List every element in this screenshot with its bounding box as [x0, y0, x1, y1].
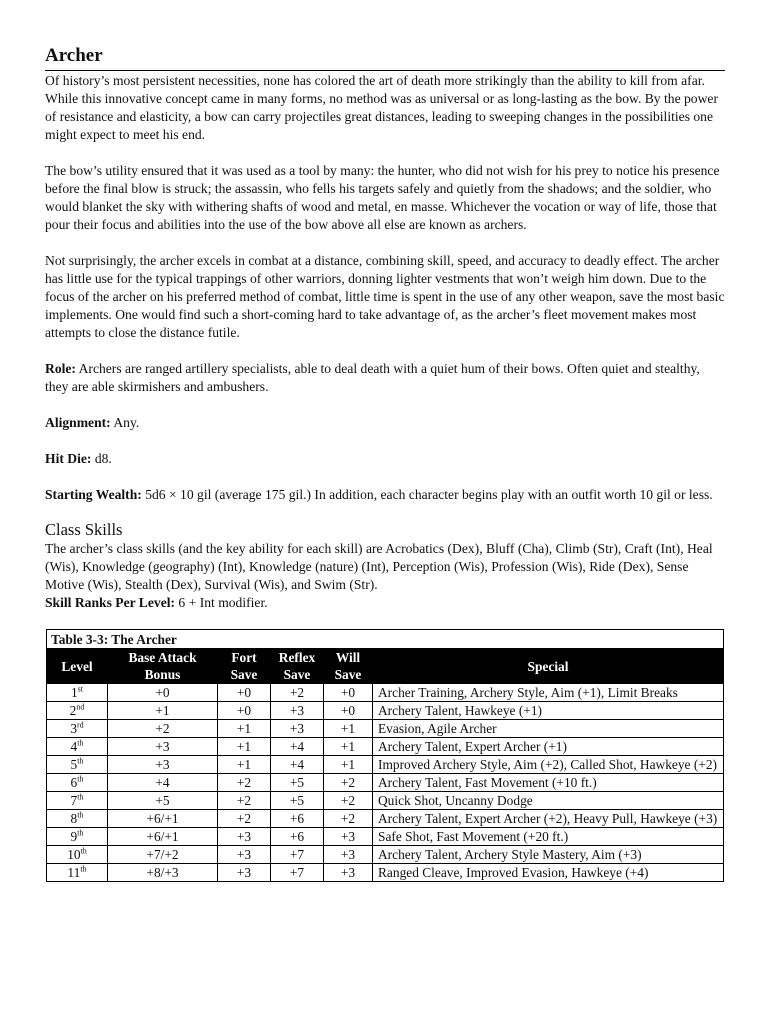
alignment-text: Any. [110, 415, 140, 430]
table-row [47, 864, 724, 882]
header-bab: Base Attack Bonus [108, 649, 218, 684]
fort-cell: +3 [218, 828, 271, 846]
level-number: 9 [70, 829, 78, 844]
header-fort: Fort Save [218, 649, 271, 684]
will-cell: +1 [324, 738, 373, 756]
bab-cell: +3 [108, 738, 218, 756]
page-title: Archer [45, 44, 725, 71]
level-cell [47, 846, 108, 864]
role-paragraph [45, 360, 725, 396]
class-skills-paragraph: The archer’s class skills (and the key ability for each skill) are Acrobatics (Dex), Bluff (Cha), Climb (Str), Craft (Int), Heal (Wis), Knowledge (geography) (Int), Knowledge (nature) (Int), Perception (Wis), Profession (Wis), Ride (Dex), Sense Motive (Wis), Stealth (Dex), Survival (Wis), and Swim (Str). [45, 541, 713, 592]
table-row [47, 756, 724, 774]
table-row [47, 738, 724, 756]
will-cell: +1 [324, 756, 373, 774]
level-number: 10 [67, 847, 81, 862]
reflex-cell: +7 [271, 846, 324, 864]
level-ordinal: th [80, 846, 87, 856]
table-row [47, 702, 724, 720]
bab-cell: +2 [108, 720, 218, 738]
table-row [47, 792, 724, 810]
will-cell: +3 [324, 864, 373, 882]
will-cell: +0 [324, 702, 373, 720]
document-page [45, 44, 725, 882]
alignment-paragraph [45, 414, 725, 432]
special-cell: Quick Shot, Uncanny Dodge [373, 792, 724, 810]
table-body [47, 684, 724, 882]
level-number: 7 [70, 793, 78, 808]
reflex-cell: +4 [271, 756, 324, 774]
special-cell: Ranged Cleave, Improved Evasion, Hawkeye (+4) [373, 864, 724, 882]
level-ordinal: th [80, 864, 87, 874]
level-ordinal: st [77, 684, 84, 694]
bab-cell: +6/+1 [108, 810, 218, 828]
reflex-cell: +7 [271, 864, 324, 882]
intro-paragraph-1: Of history’s most persistent necessities, none has colored the art of death more strikingly than the ability to kill from afar. While this innovative concept came in many forms, no method was as universal or as long-lasting as the bow. By the power of resistance and elasticity, a bow can carry projectiles great distances, leading to sweeping changes in the possibilities one might expect to meet his end. [45, 73, 718, 142]
level-cell [47, 792, 108, 810]
fort-cell: +1 [218, 756, 271, 774]
level-cell [47, 720, 108, 738]
will-cell: +3 [324, 846, 373, 864]
bab-cell: +6/+1 [108, 828, 218, 846]
level-ordinal: th [77, 738, 84, 748]
intro-paragraph-3: Not surprisingly, the archer excels in combat at a distance, combining skill, speed, and accuracy to deadly effect. The archer has little use for the typical trappings of other warriors, donning lighter vestments that won’t weigh him down. Due to the focus of the archer on his preferred method of combat, little time is spent in the use of any other weapon, save the most basic implements. One would find such a short-coming hard to take advantage of, as the archer’s fleet movement makes most attempts to close the distance futile. [45, 253, 725, 340]
table-row [47, 720, 724, 738]
table-row [47, 774, 724, 792]
table-row [47, 810, 724, 828]
level-cell [47, 702, 108, 720]
level-ordinal: th [77, 792, 84, 802]
table-row [47, 846, 724, 864]
fort-cell: +0 [218, 702, 271, 720]
alignment-label: Alignment: [45, 415, 111, 430]
special-cell: Safe Shot, Fast Movement (+20 ft.) [373, 828, 724, 846]
fort-cell: +2 [218, 792, 271, 810]
fort-cell: +0 [218, 684, 271, 702]
level-number: 8 [70, 811, 78, 826]
header-special: Special [373, 649, 724, 684]
archer-table [46, 629, 724, 882]
skill-ranks-paragraph [45, 594, 725, 612]
hit-die-text: d8. [91, 451, 112, 466]
level-number: 6 [70, 775, 78, 790]
bab-cell: +5 [108, 792, 218, 810]
header-will: Will Save [324, 649, 373, 684]
fort-cell: +3 [218, 864, 271, 882]
intro-paragraph-2: The bow’s utility ensured that it was used as a tool by many: the hunter, who did not wish for his prey to notice his presence before the final blow is struck; the assassin, who fells his targets safely and quietly from the shadows; and the soldier, who would blanket the sky with withering shafts of wood and metal, en masse. Whichever the vocation or way of life, those that pour their focus and abilities into the use of the bow above all else are known as archers. [45, 163, 720, 232]
special-cell: Archery Talent, Expert Archer (+1) [373, 738, 724, 756]
table-row [47, 828, 724, 846]
reflex-cell: +6 [271, 810, 324, 828]
level-number: 4 [70, 739, 78, 754]
class-skills-heading: Class Skills [45, 520, 123, 539]
reflex-cell: +5 [271, 792, 324, 810]
will-cell: +2 [324, 792, 373, 810]
level-number: 5 [70, 757, 78, 772]
role-label: Role: [45, 361, 76, 376]
fort-cell: +1 [218, 738, 271, 756]
will-cell: +0 [324, 684, 373, 702]
level-ordinal: th [77, 810, 84, 820]
wealth-paragraph [45, 486, 725, 504]
level-ordinal: th [77, 756, 84, 766]
reflex-cell: +3 [271, 702, 324, 720]
level-number: 11 [67, 865, 81, 880]
hit-die-paragraph [45, 450, 725, 468]
special-cell: Archery Talent, Expert Archer (+2), Heavy Pull, Hawkeye (+3) [373, 810, 724, 828]
bab-cell: +0 [108, 684, 218, 702]
wealth-label: Starting Wealth: [45, 487, 142, 502]
special-cell: Improved Archery Style, Aim (+2), Called Shot, Hawkeye (+2) [373, 756, 724, 774]
reflex-cell: +5 [271, 774, 324, 792]
table-row [47, 684, 724, 702]
wealth-text: 5d6 × 10 gil (average 175 gil.) In addition, each character begins play with an outfit worth 10 gil or less. [141, 487, 713, 502]
header-level: Level [47, 649, 108, 684]
level-number: 2 [69, 703, 77, 718]
header-reflex: Reflex Save [271, 649, 324, 684]
special-cell: Evasion, Agile Archer [373, 720, 724, 738]
level-cell [47, 864, 108, 882]
level-number: 3 [70, 721, 78, 736]
level-cell [47, 828, 108, 846]
level-cell [47, 738, 108, 756]
table-caption: Table 3-3: The Archer [47, 630, 724, 649]
will-cell: +2 [324, 774, 373, 792]
hit-die-label: Hit Die: [45, 451, 92, 466]
level-ordinal: th [77, 774, 84, 784]
level-cell [47, 810, 108, 828]
fort-cell: +1 [218, 720, 271, 738]
will-cell: +1 [324, 720, 373, 738]
special-cell: Archery Talent, Fast Movement (+10 ft.) [373, 774, 724, 792]
fort-cell: +2 [218, 810, 271, 828]
fort-cell: +3 [218, 846, 271, 864]
skill-ranks-text: 6 + Int modifier. [175, 595, 268, 610]
reflex-cell: +6 [271, 828, 324, 846]
table-header-row [47, 649, 724, 684]
level-cell [47, 756, 108, 774]
reflex-cell: +4 [271, 738, 324, 756]
level-cell [47, 774, 108, 792]
level-ordinal: rd [77, 720, 84, 730]
special-cell: Archer Training, Archery Style, Aim (+1), Limit Breaks [373, 684, 724, 702]
level-ordinal: th [77, 828, 84, 838]
skill-ranks-label: Skill Ranks Per Level: [45, 595, 176, 610]
bab-cell: +4 [108, 774, 218, 792]
will-cell: +3 [324, 828, 373, 846]
bab-cell: +7/+2 [108, 846, 218, 864]
bab-cell: +1 [108, 702, 218, 720]
fort-cell: +2 [218, 774, 271, 792]
bab-cell: +3 [108, 756, 218, 774]
bab-cell: +8/+3 [108, 864, 218, 882]
special-cell: Archery Talent, Archery Style Mastery, Aim (+3) [373, 846, 724, 864]
level-ordinal: nd [76, 702, 85, 712]
role-text: Archers are ranged artillery specialists, able to deal death with a quiet hum of their bows. Often quiet and stealthy, they are able skirmishers and ambushers. [45, 361, 700, 394]
will-cell: +2 [324, 810, 373, 828]
special-cell: Archery Talent, Hawkeye (+1) [373, 702, 724, 720]
level-cell [47, 684, 108, 702]
reflex-cell: +3 [271, 720, 324, 738]
level-number: 1 [70, 685, 78, 700]
reflex-cell: +2 [271, 684, 324, 702]
